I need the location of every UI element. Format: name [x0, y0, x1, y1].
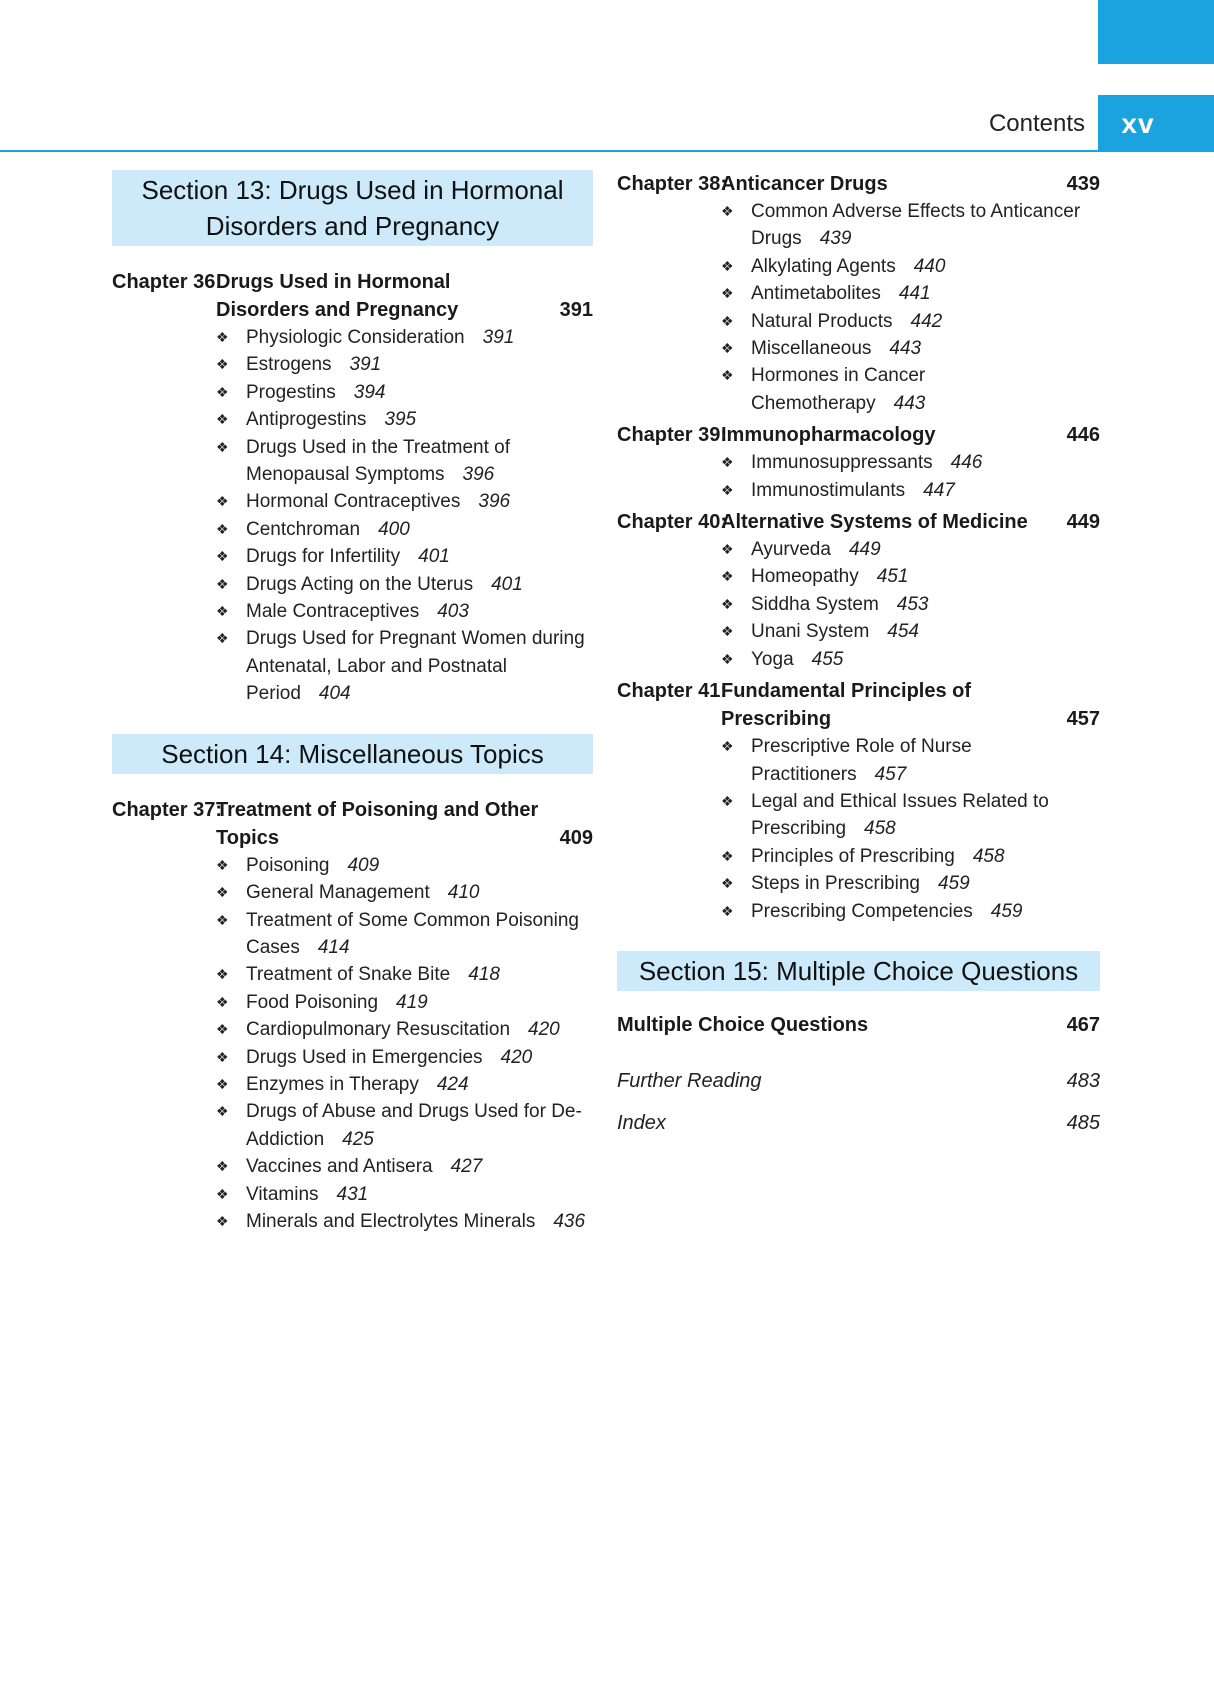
topic-page: 449: [848, 539, 881, 561]
further-reading-title: Further Reading: [617, 1069, 762, 1092]
topic-title: Antiprogestins: [246, 409, 367, 431]
mcq-entry[interactable]: [617, 1011, 1100, 1039]
topic-page: 457: [874, 763, 907, 785]
topic-item[interactable]: [112, 1153, 593, 1180]
bullet-icon: ❖: [216, 1212, 229, 1229]
topic-page: 446: [950, 452, 983, 474]
bullet-icon: ❖: [216, 356, 229, 373]
chapter-36-heading[interactable]: [112, 268, 593, 324]
topic-title: Male Contraceptives: [246, 601, 420, 623]
topic-item[interactable]: [617, 280, 1100, 307]
topic-item[interactable]: [112, 1016, 593, 1043]
topic-page: 394: [353, 381, 386, 403]
topic-page: 391: [482, 327, 515, 348]
topic-page: 453: [896, 593, 929, 615]
topic-item[interactable]: [112, 434, 593, 489]
bullet-icon: ❖: [721, 481, 734, 498]
topic-title: Antimetabolites: [751, 283, 881, 305]
topic-page: 443: [893, 392, 926, 414]
topic-title: Hormonal Contraceptives: [246, 491, 461, 513]
topic-title: Immunostimulants: [751, 479, 906, 501]
topic-title: Drugs Acting on the Uterus: [246, 573, 474, 595]
topic-page: 459: [937, 873, 970, 895]
topic-page: 441: [898, 283, 931, 305]
topic-item[interactable]: [617, 733, 1100, 788]
chapter-39-topics: [617, 449, 1100, 504]
page-number: xv: [1121, 108, 1155, 139]
section-13-line2: Disorders and Pregnancy: [205, 211, 500, 241]
topic-page: 410: [447, 882, 480, 904]
chapter-number: Chapter 36:: [112, 271, 223, 293]
bullet-icon: ❖: [216, 1021, 229, 1038]
bullet-icon: ❖: [721, 312, 734, 329]
topic-item[interactable]: [112, 571, 593, 598]
bullet-icon: ❖: [216, 966, 229, 983]
bullet-icon: ❖: [216, 438, 229, 455]
topic-page: 420: [500, 1046, 533, 1068]
bullet-icon: ❖: [216, 493, 229, 510]
topic-title: Hormones in Cancer Chemotherapy: [751, 365, 926, 414]
topic-item[interactable]: [617, 335, 1100, 362]
chapter-number: Chapter 40:: [617, 511, 728, 534]
index-page: 485: [1066, 1111, 1100, 1134]
topic-item[interactable]: [112, 1044, 593, 1071]
chapter-page: 457: [1066, 708, 1100, 731]
topic-item[interactable]: [112, 543, 593, 570]
topic-title: Homeopathy: [751, 566, 859, 588]
topic-item[interactable]: [112, 961, 593, 988]
topic-page: 391: [349, 354, 382, 376]
bullet-icon: ❖: [721, 623, 734, 640]
bullet-icon: ❖: [721, 875, 734, 892]
topic-item[interactable]: [617, 591, 1100, 618]
topic-page: 424: [436, 1073, 469, 1095]
topic-item[interactable]: [112, 598, 593, 625]
chapter-41-heading[interactable]: [617, 677, 1100, 733]
bullet-icon: ❖: [721, 257, 734, 274]
topic-item[interactable]: [617, 843, 1100, 870]
topic-item[interactable]: [112, 1071, 593, 1098]
chapter-41-topics: [617, 733, 1100, 925]
topic-title: Yoga: [751, 648, 794, 670]
topic-item[interactable]: [112, 351, 593, 378]
topic-title: Ayurveda: [751, 539, 831, 561]
topic-title: Vaccines and Antisera: [246, 1156, 433, 1178]
topic-title: Treatment of Some Common Poisoning Cases: [246, 909, 580, 958]
topic-item[interactable]: [617, 563, 1100, 590]
topic-title: Principles of Prescribing: [751, 845, 955, 867]
bullet-icon: ❖: [721, 847, 734, 864]
bullet-icon: ❖: [216, 1158, 229, 1175]
topic-title: Drugs Used in Emergencies: [246, 1046, 483, 1068]
topic-page: 403: [437, 601, 469, 623]
topic-title: Unani System: [751, 621, 870, 643]
chapter-title: Drugs Used in Hormonal Disorders and Pregnancy: [216, 271, 459, 321]
topic-page: 395: [384, 409, 417, 431]
topic-title: Drugs for Infertility: [246, 546, 401, 568]
bullet-icon: ❖: [721, 454, 734, 471]
bullet-icon: ❖: [216, 1103, 229, 1120]
bullet-icon: ❖: [216, 1075, 229, 1092]
left-column: [112, 170, 593, 1235]
chapter-title: Alternative Systems of Medicine: [721, 511, 1028, 534]
section-13-line1: Section 13: Drugs Used in Hormonal: [141, 175, 564, 205]
topic-page: 401: [418, 546, 450, 568]
topic-page: 455: [811, 648, 844, 670]
topic-item[interactable]: [617, 646, 1100, 673]
bullet-icon: ❖: [216, 1185, 229, 1202]
topic-title: Alkylating Agents: [751, 255, 896, 277]
bullet-icon: ❖: [721, 792, 734, 809]
topic-title: Food Poisoning: [246, 991, 379, 1013]
topic-page: 409: [347, 854, 380, 876]
topic-title: Minerals and Electrolytes Minerals: [246, 1210, 536, 1232]
chapter-number: Chapter 38:: [617, 173, 728, 195]
topic-page: 401: [491, 573, 523, 595]
topic-page: 459: [990, 900, 1023, 922]
topic-page: 400: [378, 518, 410, 540]
topic-item[interactable]: [112, 324, 593, 351]
topic-item[interactable]: [112, 379, 593, 406]
chapter-title: Anticancer Drugs: [721, 173, 888, 195]
topic-item[interactable]: [112, 516, 593, 543]
topic-item[interactable]: [112, 1181, 593, 1208]
topic-item[interactable]: [112, 406, 593, 433]
topic-title: Drugs Used for Pregnant Women during Antenatal, Labor and Postnatal Period: [246, 628, 585, 705]
chapter-page: 409: [559, 826, 593, 849]
topic-page: 414: [317, 936, 350, 958]
topic-page: 447: [923, 479, 955, 501]
topic-item[interactable]: [617, 362, 1100, 417]
chapter-number: Chapter 37:: [112, 798, 223, 821]
section-15-heading: [617, 951, 1100, 991]
chapter-37-topics: [112, 852, 593, 1236]
bullet-icon: ❖: [721, 285, 734, 302]
topic-page: 458: [864, 818, 896, 840]
bullet-icon: ❖: [216, 383, 229, 400]
topic-title: Vitamins: [246, 1183, 319, 1205]
topic-title: Miscellaneous: [751, 338, 872, 360]
mcq-title: Multiple Choice Questions: [617, 1013, 869, 1036]
chapter-page: 449: [1066, 511, 1100, 534]
bullet-icon: ❖: [721, 203, 734, 219]
topic-page: 418: [468, 964, 500, 986]
topic-title: Prescriptive Role of Nurse Practitioners: [751, 736, 972, 785]
bullet-icon: ❖: [721, 902, 734, 919]
topic-title: Drugs Used in the Treatment of Menopausal Symptoms: [246, 436, 511, 486]
topic-title: Siddha System: [751, 593, 879, 615]
topic-title: Cardiopulmonary Resuscitation: [246, 1019, 511, 1041]
chapter-number: Chapter 41:: [617, 680, 728, 703]
topic-page: 454: [887, 621, 919, 643]
chapter-page: 391: [559, 299, 593, 321]
section-13-heading: [112, 170, 593, 246]
chapter-38-topics: [617, 198, 1100, 417]
topic-title: Natural Products: [751, 310, 893, 332]
bullet-icon: ❖: [721, 541, 734, 558]
chapter-38-heading[interactable]: [617, 170, 1100, 198]
topic-title: Prescribing Competencies: [751, 900, 973, 922]
chapter-page: 439: [1066, 173, 1100, 195]
topic-page: 427: [450, 1156, 483, 1178]
mcq-page: 467: [1066, 1013, 1100, 1036]
topic-item[interactable]: [617, 536, 1100, 563]
topic-page: 431: [336, 1183, 369, 1205]
bullet-icon: ❖: [216, 329, 229, 345]
topic-title: Legal and Ethical Issues Related to Prescribing: [751, 790, 1049, 840]
topic-page: 404: [318, 683, 351, 705]
topic-title: Estrogens: [246, 354, 332, 376]
topic-title: Progestins: [246, 381, 336, 403]
chapter-39-heading[interactable]: [617, 421, 1100, 449]
topic-item[interactable]: [617, 308, 1100, 335]
topic-title: Physiologic Consideration: [246, 327, 465, 348]
topic-item[interactable]: [617, 449, 1100, 476]
section-14-line1: Section 14: Miscellaneous Topics: [161, 738, 544, 769]
chapter-title: Treatment of Poisoning and Other Topics: [216, 798, 539, 849]
bullet-icon: ❖: [721, 738, 734, 755]
topic-item[interactable]: [617, 477, 1100, 504]
further-reading-page: 483: [1066, 1069, 1100, 1092]
further-reading-entry[interactable]: [617, 1067, 1100, 1095]
bullet-icon: ❖: [216, 993, 229, 1010]
bullet-icon: ❖: [721, 340, 734, 357]
topic-page: 442: [910, 310, 943, 332]
topic-item[interactable]: [112, 852, 593, 879]
chapter-40-topics: [617, 536, 1100, 673]
topic-title: Treatment of Snake Bite: [246, 964, 451, 986]
bullet-icon: ❖: [216, 630, 229, 647]
topic-item[interactable]: [617, 788, 1100, 843]
bullet-icon: ❖: [216, 520, 229, 537]
chapter-36-topics: [112, 324, 593, 708]
topic-title: Centchroman: [246, 518, 361, 540]
topic-item[interactable]: [617, 198, 1100, 253]
bullet-icon: ❖: [216, 856, 229, 873]
topic-page: 436: [553, 1210, 586, 1232]
topic-page: 419: [396, 991, 428, 1013]
topic-item[interactable]: [112, 625, 593, 707]
topic-item[interactable]: [112, 1098, 593, 1153]
bullet-icon: ❖: [216, 411, 229, 428]
topic-item[interactable]: [112, 989, 593, 1016]
index-title: Index: [617, 1111, 666, 1134]
topic-page: 396: [478, 491, 511, 513]
topic-item[interactable]: [617, 898, 1100, 925]
bullet-icon: ❖: [216, 548, 229, 565]
topic-item[interactable]: [617, 870, 1100, 897]
bullet-icon: ❖: [721, 595, 734, 612]
topic-page: 458: [972, 845, 1005, 867]
topic-item[interactable]: [112, 488, 593, 515]
chapter-number: Chapter 39:: [617, 424, 728, 447]
header-tab-top: [1098, 0, 1214, 64]
topic-title: Poisoning: [246, 854, 330, 876]
bullet-icon: ❖: [721, 367, 734, 384]
topic-page: 420: [528, 1019, 560, 1041]
topic-item[interactable]: [617, 253, 1100, 280]
topic-title: Drugs of Abuse and Drugs Used for De-Addiction: [246, 1101, 582, 1150]
topic-title: Common Adverse Effects to Anticancer Drugs: [751, 201, 1081, 250]
topic-item[interactable]: [112, 879, 593, 906]
right-column: [617, 170, 1100, 1137]
topic-item[interactable]: [617, 618, 1100, 645]
bullet-icon: ❖: [216, 575, 229, 592]
topic-page: 451: [876, 566, 909, 588]
topic-item[interactable]: [112, 907, 593, 962]
chapter-title: Immunopharmacology: [721, 424, 936, 447]
section-15-line1: Section 15: Multiple Choice Questions: [638, 955, 1079, 986]
chapter-40-heading[interactable]: [617, 508, 1100, 536]
bullet-icon: ❖: [721, 568, 734, 585]
chapter-page: 446: [1066, 424, 1100, 447]
bullet-icon: ❖: [216, 1048, 229, 1065]
section-14-heading: [112, 734, 593, 774]
bullet-icon: ❖: [721, 650, 734, 667]
topic-page: 439: [819, 228, 852, 250]
bullet-icon: ❖: [216, 884, 229, 901]
header-label: Contents: [988, 110, 1085, 137]
chapter-37-heading[interactable]: [112, 796, 593, 852]
topic-title: Steps in Prescribing: [751, 873, 920, 895]
topic-page: 440: [913, 255, 946, 277]
topic-item[interactable]: [112, 1208, 593, 1235]
header-rule: [0, 150, 1214, 152]
topic-page: 425: [342, 1128, 374, 1150]
bullet-icon: ❖: [216, 911, 229, 928]
topic-title: General Management: [246, 882, 430, 904]
chapter-title: Fundamental Principles of Prescribing: [721, 680, 972, 731]
index-entry[interactable]: [617, 1109, 1100, 1137]
bullet-icon: ❖: [216, 603, 229, 620]
topic-title: Enzymes in Therapy: [246, 1073, 419, 1095]
topic-page: 396: [462, 464, 495, 486]
topic-page: 443: [889, 338, 922, 360]
topic-title: Immunosuppressants: [751, 452, 933, 474]
